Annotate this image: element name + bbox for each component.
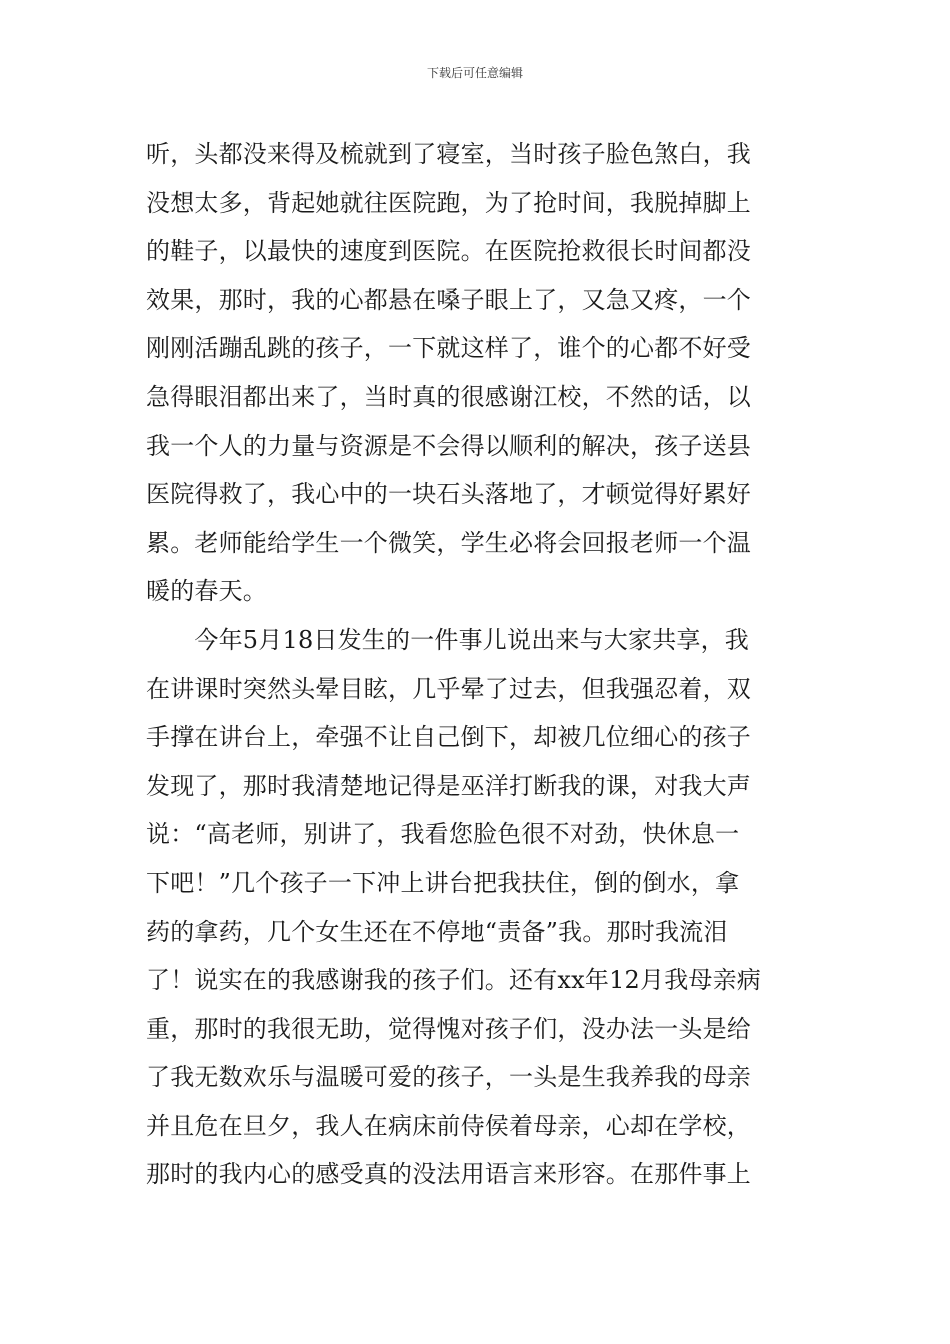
- text-line: 药的拿药，几个女生还在不停地“责备”我。那时我流泪: [146, 917, 728, 946]
- page-header: 下载后可任意编辑: [426, 66, 523, 80]
- text-line: 发现了，那时我清楚地记得是巫洋打断我的课，对我大声: [146, 771, 751, 800]
- text-line: 我一个人的力量与资源是不会得以顺利的解决，孩子送县: [146, 431, 751, 460]
- text-line: 手撑在讲台上，牵强不让自己倒下，却被几位细心的孩子: [146, 723, 751, 752]
- text-line: 那时的我内心的感受真的没法用语言来形容。在那件事上: [146, 1160, 751, 1189]
- text-line: 并且危在旦夕，我人在病床前侍侯着母亲，心却在学校，: [146, 1111, 751, 1140]
- text-line: 效果，那时，我的心都悬在嗓子眼上了，又急又疼，一个: [146, 285, 751, 314]
- text-line: 没想太多，背起她就往医院跑，为了抢时间，我脱掉脚上: [146, 188, 751, 217]
- text-line: 医院得救了，我心中的一块石头落地了，才顿觉得好累好: [146, 480, 751, 509]
- text-line: 刚刚活蹦乱跳的孩子，一下就这样了，谁个的心都不好受: [146, 334, 751, 363]
- text-line: 了！说实在的我感谢我的孩子们。还有xx年12月我母亲病: [146, 966, 762, 995]
- document-body: [146, 130, 806, 1199]
- text-line: 今年5月18日发生的一件事儿说出来与大家共享，我: [146, 625, 750, 654]
- text-line: 了我无数欢乐与温暖可爱的孩子，一头是生我养我的母亲: [146, 1063, 751, 1092]
- text-line: 下吧！”几个孩子一下冲上讲台把我扶住，倒的倒水，拿: [146, 868, 740, 897]
- text-line: 重，那时的我很无助，觉得愧对孩子们，没办法一头是给: [146, 1014, 751, 1043]
- text-line: 累。老师能给学生一个微笑，学生必将会回报老师一个温: [146, 528, 751, 557]
- text-line: 在讲课时突然头晕目眩，几乎晕了过去，但我强忍着，双: [146, 674, 751, 703]
- text-line: 急得眼泪都出来了，当时真的很感谢江校，不然的话，以: [146, 382, 751, 411]
- text-line: 暖的春天。: [146, 577, 267, 606]
- text-line: 听，头都没来得及梳就到了寝室，当时孩子脸色煞白，我: [146, 140, 751, 168]
- text-line: 的鞋子，以最快的速度到医院。在医院抢救很长时间都没: [146, 237, 751, 266]
- text-line: 说：“高老师，别讲了，我看您脸色很不对劲，快休息一: [146, 820, 740, 849]
